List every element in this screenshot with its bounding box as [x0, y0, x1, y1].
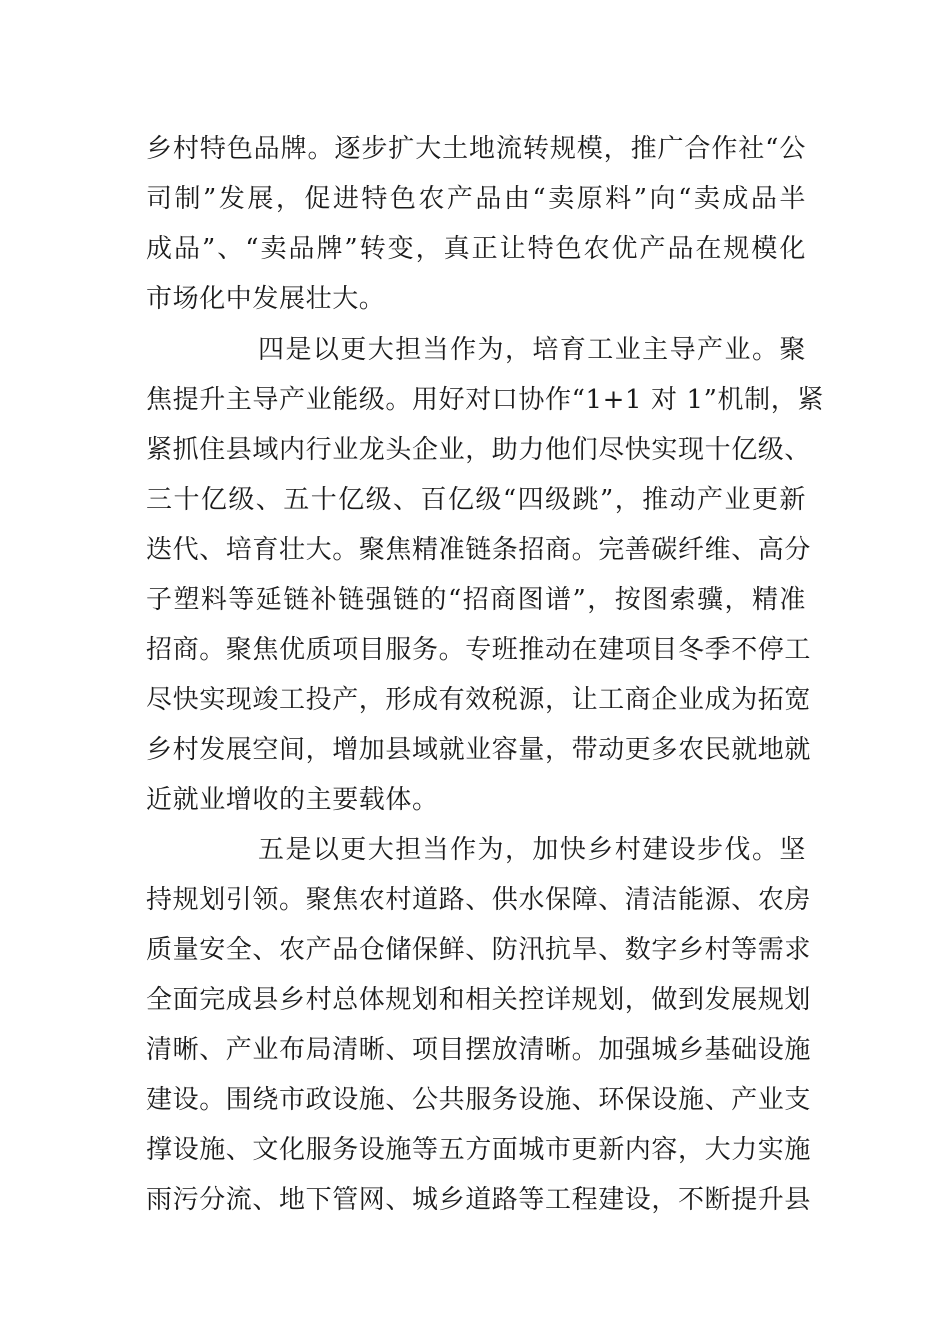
text-line: 三十亿级、五十亿级、百亿级“四级跳”，推动产业更新: [146, 485, 806, 515]
text-line: 成品”、“卖品牌”转变，真正让特色农优产品在规模化: [146, 234, 806, 264]
text-line: 市场化中发展壮大。: [146, 284, 386, 314]
text-line: 司制”发展，促进特色农产品由“卖原料”向“卖成品半: [146, 184, 806, 214]
text-line: 建设。围绕市政设施、公共服务设施、环保设施、产业支: [146, 1085, 812, 1115]
text-line: 尽快实现竣工投产，形成有效税源，让工商企业成为拓宽: [146, 685, 812, 715]
text-line: 紧抓住县域内行业龙头企业，助力他们尽快实现十亿级、: [146, 435, 812, 465]
text-line: 近就业增收的主要载体。: [146, 785, 439, 815]
text-line: 雨污分流、地下管网、城乡道路等工程建设，不断提升县: [146, 1185, 812, 1215]
text-line: 焦提升主导产业能级。用好对口协作“1+1 对 1”机制，紧: [146, 385, 824, 415]
text-line: 子塑料等延链补链强链的“招商图谱”，按图索骥，精准: [146, 585, 806, 615]
text-line: 持规划引领。聚焦农村道路、供水保障、清洁能源、农房: [146, 885, 812, 915]
text-line: 迭代、培育壮大。聚焦精准链条招商。完善碳纤维、高分: [146, 535, 812, 565]
text-line: 全面完成县乡村总体规划和相关控详规划，做到发展规划: [146, 985, 812, 1015]
text-line: 撑设施、文化服务设施等五方面城市更新内容，大力实施: [146, 1135, 812, 1165]
text-line: 招商。聚焦优质项目服务。专班推动在建项目冬季不停工: [146, 635, 812, 665]
paragraph-heading-line: 五是以更大担当作为，加快乡村建设步伐。坚: [258, 835, 806, 865]
text-line: 乡村特色品牌。逐步扩大土地流转规模，推广合作社“公: [146, 134, 806, 164]
text-line: 乡村发展空间，增加县域就业容量，带动更多农民就地就: [146, 735, 812, 765]
text-line: 清晰、产业布局清晰、项目摆放清晰。加强城乡基础设施: [146, 1035, 812, 1065]
paragraph-heading-line: 四是以更大担当作为，培育工业主导产业。聚: [258, 335, 806, 365]
text-line: 质量安全、农产品仓储保鲜、防汛抗旱、数字乡村等需求: [146, 935, 812, 965]
